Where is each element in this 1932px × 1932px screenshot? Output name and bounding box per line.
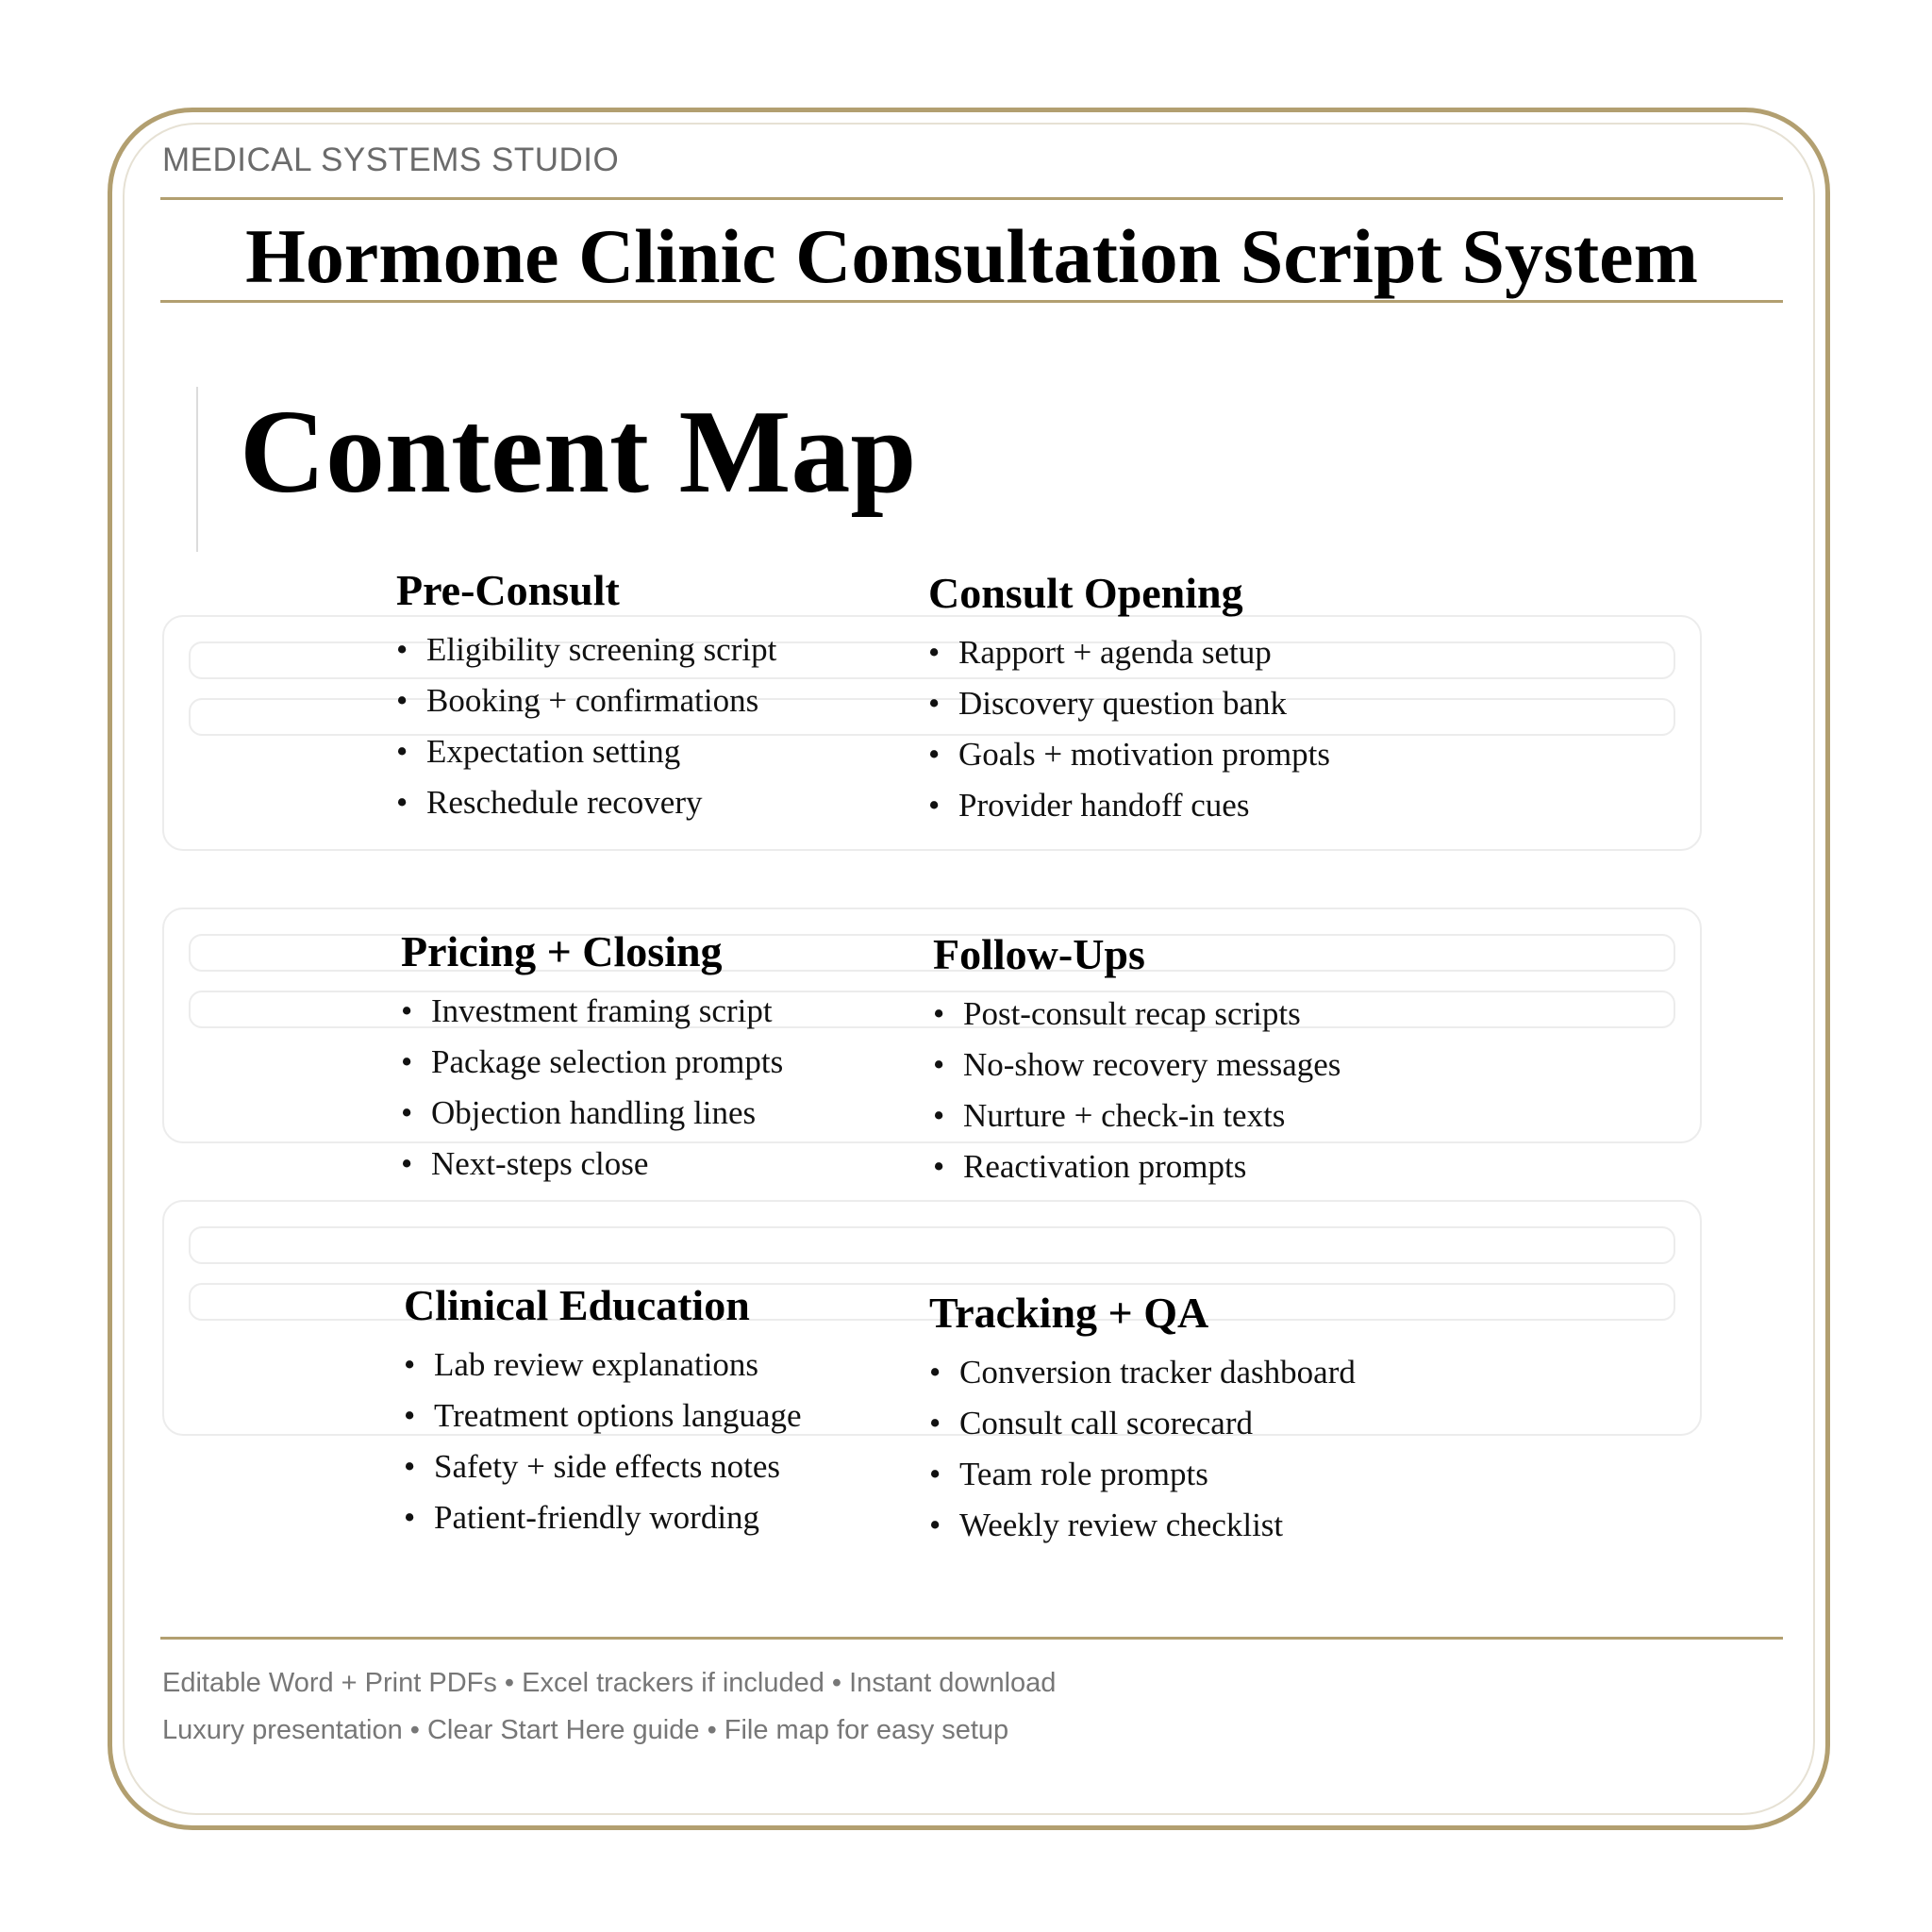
list-item: • Investment framing script [401, 992, 773, 1029]
bullet-icon: • [929, 1456, 941, 1492]
list-item: • Rapport + agenda setup [928, 634, 1272, 671]
list-item: • Consult call scorecard [929, 1405, 1254, 1441]
bullet-icon: • [928, 685, 941, 722]
category-heading: Follow-Ups [933, 930, 1145, 978]
bullet-icon: • [929, 1405, 941, 1441]
list-item: • Team role prompts [929, 1456, 1208, 1492]
bullet-icon: • [401, 992, 413, 1029]
bullet-icon: • [404, 1346, 416, 1383]
list-item: • Expectation setting [396, 733, 681, 770]
bullet-icon: • [396, 784, 408, 821]
list-item: • Reschedule recovery [396, 784, 703, 821]
bullet-icon: • [933, 1097, 945, 1134]
bullet-icon: • [404, 1397, 416, 1434]
top-divider [160, 197, 1783, 200]
bullet-icon: • [396, 682, 408, 719]
list-item: • Patient-friendly wording [404, 1499, 760, 1536]
bullet-icon: • [404, 1499, 416, 1536]
bullet-icon: • [404, 1448, 416, 1485]
category-follow-ups [933, 928, 1359, 1198]
footer-line-2: Luxury presentation • Clear Start Here guide • File map for easy setup [162, 1715, 1009, 1745]
list-item: • Eligibility screening script [396, 631, 777, 668]
list-item: • Discovery question bank [928, 685, 1287, 722]
section-marker [196, 387, 198, 552]
bullet-icon: • [933, 1046, 945, 1083]
list-item: • Lab review explanations [404, 1346, 759, 1383]
bullet-icon: • [401, 1094, 413, 1131]
bullet-icon: • [933, 995, 945, 1032]
category-consult-opening [928, 567, 1355, 837]
category-clinical-education [404, 1279, 830, 1549]
list-item: • Next-steps close [401, 1145, 649, 1182]
bullet-icon: • [933, 1148, 945, 1185]
list-item: • Provider handoff cues [928, 787, 1250, 824]
category-heading: Pricing + Closing [401, 927, 723, 975]
page-title: Hormone Clinic Consultation Script System [245, 213, 1698, 299]
category-heading: Tracking + QA [929, 1289, 1209, 1337]
bullet-icon: • [396, 733, 408, 770]
bullet-icon: • [401, 1043, 413, 1080]
category-pricing-closing [401, 925, 827, 1195]
list-item: • Post-consult recap scripts [933, 995, 1301, 1032]
brand-label: MEDICAL SYSTEMS STUDIO [162, 142, 620, 178]
list-item: • Goals + motivation prompts [928, 736, 1331, 773]
bullet-icon: • [928, 736, 941, 773]
list-item: • Nurture + check-in texts [933, 1097, 1286, 1134]
title-divider [160, 300, 1783, 303]
bullet-icon: • [928, 634, 941, 671]
footer-divider [160, 1637, 1783, 1640]
list-item: • Booking + confirmations [396, 682, 759, 719]
category-heading: Pre-Consult [396, 566, 620, 614]
bullet-icon: • [928, 787, 941, 824]
list-item: • Safety + side effects notes [404, 1448, 781, 1485]
list-item: • No-show recovery messages [933, 1046, 1341, 1083]
list-item: • Package selection prompts [401, 1043, 784, 1080]
footer-line-1: Editable Word + Print PDFs • Excel trackers if included • Instant download [162, 1668, 1057, 1698]
bullet-icon: • [929, 1354, 941, 1391]
bullet-icon: • [929, 1507, 941, 1543]
category-heading: Consult Opening [928, 569, 1243, 617]
list-item: • Weekly review checklist [929, 1507, 1284, 1543]
list-item: • Reactivation prompts [933, 1148, 1247, 1185]
list-item: • Treatment options language [404, 1397, 802, 1434]
category-tracking-qa [929, 1287, 1356, 1557]
section-title: Content Map [240, 387, 917, 518]
category-heading: Clinical Education [404, 1281, 750, 1329]
bullet-icon: • [396, 631, 408, 668]
bullet-icon: • [401, 1145, 413, 1182]
list-item: • Objection handling lines [401, 1094, 757, 1131]
list-item: • Conversion tracker dashboard [929, 1354, 1356, 1391]
placeholder-bar [189, 1226, 1675, 1264]
category-pre-consult [396, 564, 823, 834]
